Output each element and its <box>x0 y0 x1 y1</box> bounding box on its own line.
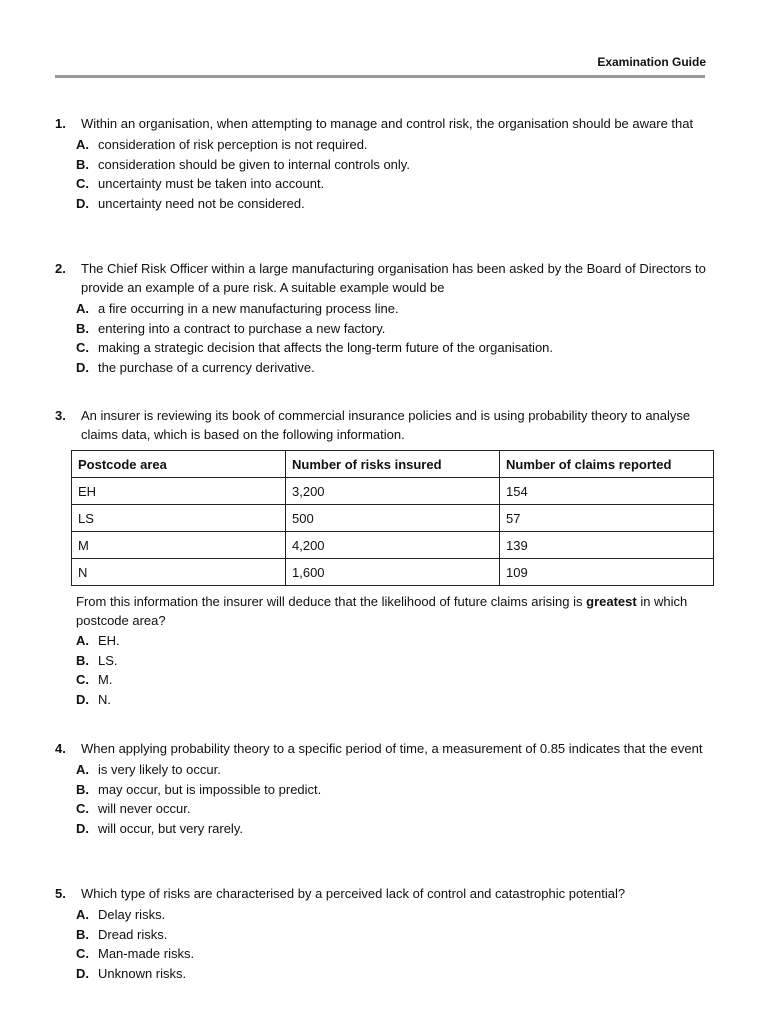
question-2 <box>55 259 715 377</box>
option-letter: A. <box>76 137 89 152</box>
answer-option-c <box>76 670 715 690</box>
option-letter: A. <box>76 301 89 316</box>
table-header-row <box>72 451 714 478</box>
follow-up-emphasis: greatest <box>586 594 637 609</box>
question-stem: Within an organisation, when attempting to manage and control risk, the organisation should be aware that <box>81 116 694 131</box>
option-text: M. <box>98 672 113 688</box>
answer-options <box>76 299 715 377</box>
claims-table <box>71 450 714 586</box>
column-header: Number of claims reported <box>500 451 714 478</box>
option-text: will occur, but very rarely. <box>98 820 243 836</box>
answer-option-a <box>76 631 715 651</box>
answer-options <box>76 905 715 983</box>
answer-option-a <box>76 760 715 780</box>
answer-option-d <box>76 194 715 214</box>
follow-up-text-end: in which postcode area? <box>76 594 688 628</box>
table-cell: M <box>72 532 286 559</box>
answer-option-a <box>76 135 715 155</box>
column-header: Number of risks insured <box>286 451 500 478</box>
option-text: will never occur. <box>98 801 191 817</box>
option-letter: B. <box>76 652 89 668</box>
option-text: may occur, but is impossible to predict. <box>98 781 322 797</box>
option-text: consideration of risk perception is not required. <box>98 137 368 152</box>
answer-options <box>76 135 715 213</box>
option-letter: A. <box>76 907 89 922</box>
option-text: Dread risks. <box>98 926 168 942</box>
answer-option-d <box>76 690 715 710</box>
answer-options <box>76 760 715 838</box>
answer-option-c <box>76 944 715 964</box>
answer-option-b <box>76 651 715 671</box>
table-cell: 139 <box>500 532 714 559</box>
answer-option-c <box>76 799 715 819</box>
option-letter: B. <box>76 926 89 942</box>
option-text: a fire occurring in a new manufacturing process line. <box>98 301 399 316</box>
answer-option-d <box>76 964 715 984</box>
question-stem: An insurer is reviewing its book of commercial insurance policies and is using probability theory to analyse claims data, which is based on the following information. <box>81 408 691 442</box>
question-stem: Which type of risks are characterised by a perceived lack of control and catastrophic potential? <box>81 886 626 901</box>
option-letter: C. <box>76 801 89 817</box>
option-text: Delay risks. <box>98 907 166 922</box>
follow-up-text: From this information the insurer will deduce that the likelihood of future claims arising is <box>76 594 587 609</box>
option-letter: D. <box>76 359 89 375</box>
answer-option-b <box>76 925 715 945</box>
question-number: 3. <box>55 408 66 423</box>
table-cell: EH <box>72 478 286 505</box>
option-text: Man-made risks. <box>98 946 195 962</box>
option-letter: B. <box>76 781 89 797</box>
option-letter: B. <box>76 320 89 336</box>
answer-options <box>76 631 715 709</box>
table-row <box>72 559 714 586</box>
table-cell: N <box>72 559 286 586</box>
header-divider <box>55 75 705 78</box>
answer-option-b <box>76 319 715 339</box>
option-letter: A. <box>76 762 89 777</box>
option-text: LS. <box>98 652 118 668</box>
option-text: consideration should be given to internal controls only. <box>98 156 410 172</box>
option-letter: A. <box>76 633 89 648</box>
answer-option-c <box>76 338 715 358</box>
question-number: 4. <box>55 741 66 756</box>
option-text: uncertainty need not be considered. <box>98 195 305 211</box>
option-text: is very likely to occur. <box>98 762 221 777</box>
question-number: 2. <box>55 261 66 276</box>
question-4 <box>55 739 715 838</box>
table-cell: 57 <box>500 505 714 532</box>
table-row <box>72 532 714 559</box>
table-row <box>72 478 714 505</box>
option-text: N. <box>98 691 111 707</box>
option-letter: D. <box>76 691 89 707</box>
option-letter: C. <box>76 672 89 688</box>
answer-option-a <box>76 905 715 925</box>
column-header: Postcode area <box>72 451 286 478</box>
answer-option-d <box>76 358 715 378</box>
option-text: the purchase of a currency derivative. <box>98 359 315 375</box>
option-text: entering into a contract to purchase a new factory. <box>98 320 386 336</box>
table-cell: LS <box>72 505 286 532</box>
question-follow-up <box>76 592 706 630</box>
option-letter: C. <box>76 946 89 962</box>
option-letter: D. <box>76 965 89 981</box>
table-cell: 154 <box>500 478 714 505</box>
table-cell: 3,200 <box>286 478 500 505</box>
option-text: Unknown risks. <box>98 965 187 981</box>
answer-option-d <box>76 819 715 839</box>
question-stem: The Chief Risk Officer within a large manufacturing organisation has been asked by the Board of Directors to provide an example of a pure risk. A suitable example would be <box>81 261 706 295</box>
answer-option-b <box>76 155 715 175</box>
option-letter: D. <box>76 820 89 836</box>
table-row <box>72 505 714 532</box>
answer-option-a <box>76 299 715 319</box>
option-letter: C. <box>76 176 89 192</box>
table-cell: 4,200 <box>286 532 500 559</box>
question-3 <box>55 406 715 709</box>
option-letter: C. <box>76 340 89 356</box>
option-letter: D. <box>76 195 89 211</box>
answer-option-c <box>76 174 715 194</box>
question-stem: When applying probability theory to a specific period of time, a measurement of 0.85 indicates that the event <box>81 741 703 756</box>
answer-option-b <box>76 780 715 800</box>
question-1 <box>55 114 715 213</box>
question-5 <box>55 884 715 983</box>
option-text: EH. <box>98 633 120 648</box>
option-letter: B. <box>76 156 89 172</box>
option-text: making a strategic decision that affects the long-term future of the organisation. <box>98 340 554 356</box>
table-cell: 109 <box>500 559 714 586</box>
question-number: 1. <box>55 116 66 131</box>
question-number: 5. <box>55 886 66 901</box>
option-text: uncertainty must be taken into account. <box>98 176 325 192</box>
table-cell: 500 <box>286 505 500 532</box>
table-cell: 1,600 <box>286 559 500 586</box>
page-header-title: Examination Guide <box>597 55 706 69</box>
